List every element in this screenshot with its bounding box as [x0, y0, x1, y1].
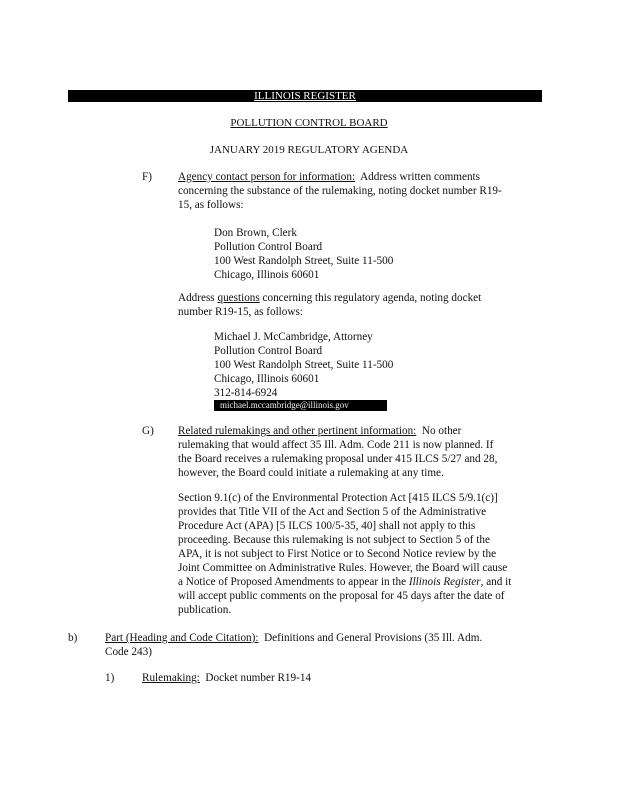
section-b-marker: b) [68, 632, 78, 644]
section-b-heading: Part (Heading and Code Citation): [105, 632, 259, 644]
section-b-text: Part (Heading and Code Citation): Definitions and General Provisions (35 Ill. Adm. Code 243) [105, 632, 483, 658]
section-f-marker: F) [142, 171, 152, 183]
contact-address-1: Don Brown, Clerk Pollution Control Board 100 West Randolph Street, Suite 11-500 Chicago, Illinois 60601 [214, 227, 394, 281]
board-title: POLLUTION CONTROL BOARD [230, 117, 388, 129]
section-g-marker: G) [142, 425, 154, 437]
item-1-heading: Rulemaking: [142, 672, 200, 684]
section-g-paragraph-1: Related rulemakings and other pertinent information: No other rulemaking that would affect 35 Ill. Adm. Code 211 is now planned. If the Board receives a rulemaking proposal under 415 ILCS 5/27 and 28, however, the Board could initiate a rulemaking at any time. [178, 425, 498, 479]
contact-address-2: Michael J. McCambridge, Attorney Pollution Control Board 100 West Randolph Street, Suite 11-500 Chicago, Illinois 60601 312-814-6924 [214, 331, 394, 399]
email-redacted-bar: michael.mccambridge@illinois.gov [214, 400, 387, 411]
section-g-paragraph-2: Section 9.1(c) of the Environmental Protection Act [415 ILCS 5/9.1(c)] provides that Title VII of the Act and Section 5 of the Administrative Procedure Act (APA) [5 ILCS 100/5-35, 40] shall not apply to this proceeding. Because this rulemaking is not subject to Section 5 of the APA, it is not subject to First Notice or to Second Notice review by the Joint Committee on Administrative Rules. However, the Board will cause a Notice of Proposed Amendments to appear in the Illinois Register, and it will accept public comments on the proposal for 45 days after the date of publication. [178, 492, 512, 616]
questions-paragraph: Address questions concerning this regulatory agenda, noting docket number R19-15, as follows: [178, 292, 482, 318]
section-g-heading: Related rulemakings and other pertinent information: [178, 425, 417, 437]
register-banner [68, 90, 542, 102]
section-f-intro: Agency contact person for information: Address written comments concerning the substance of the rulemaking, noting docket number R19- 15, as follows: [178, 171, 502, 211]
section-f-heading: Agency contact person for information: [178, 171, 356, 183]
register-title: ILLINOIS REGISTER [254, 90, 356, 102]
item-1-marker: 1) [105, 672, 115, 684]
agenda-title: JANUARY 2019 REGULATORY AGENDA [209, 144, 409, 156]
item-1-text: Rulemaking: Docket number R19-14 [142, 672, 312, 684]
